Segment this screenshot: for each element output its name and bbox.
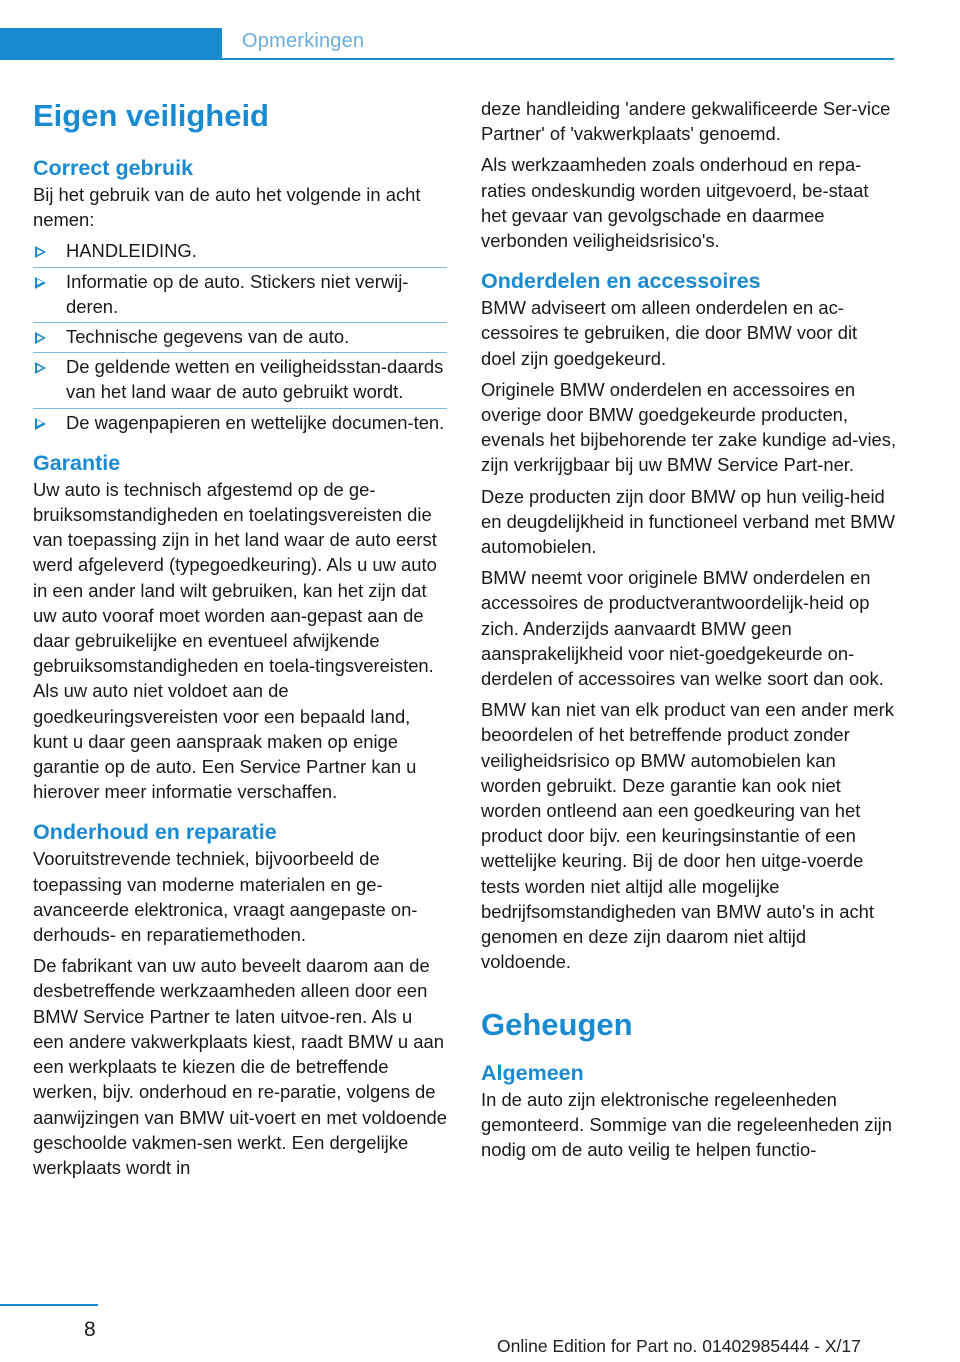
right-column xyxy=(481,96,897,1168)
checklist xyxy=(33,238,447,434)
heading-parts: Onderdelen en accessoires xyxy=(481,269,761,294)
triangle-bullet-icon xyxy=(35,418,46,430)
list-item xyxy=(33,324,447,349)
continued-paragraph-2: Als werkzaamheden zoals onderhoud en repa‐raties ondeskundig worden uitgevoerd, be‐staat het gevaar van gevolgschade en daarmee verbonden veiligheidsrisico's. xyxy=(481,154,869,252)
list-item-text: De geldende wetten en veiligheidsstan‐daards van het land waar de auto gebruikt wordt. xyxy=(66,356,444,403)
heading-correct-use: Correct gebruik xyxy=(33,156,194,180)
memory-title: Geheugen xyxy=(481,1006,633,1042)
continued-paragraph-1: deze handleiding 'andere gekwalificeerde Ser‐vice Partner' of 'vakwerkplaats' genoemd. xyxy=(481,98,891,145)
footer-rule xyxy=(0,1304,98,1306)
list-item-text: Technische gegevens van de auto. xyxy=(66,326,350,348)
list-item xyxy=(33,410,447,435)
section-title: Opmerkingen xyxy=(242,30,365,52)
heading-warranty: Garantie xyxy=(33,450,121,475)
memory-paragraph-1: In de auto zijn elektronische regeleenheden gemonteerd. Sommige van die regeleenheden zijn nodig om de auto veilig te helpen functio‐ xyxy=(481,1088,892,1160)
triangle-bullet-icon xyxy=(35,246,46,258)
list-item xyxy=(33,238,447,263)
list-item xyxy=(33,269,447,319)
page-number: 8 xyxy=(84,1318,96,1341)
maintenance-paragraph-2: De fabrikant van uw auto beveelt daarom aan de desbetreffende werkzaamheden alleen door een BMW Service Partner te laten uitvoe‐ren. Als u een andere vakwerkplaats kiest, raadt BMW u aan een werkplaats te kiezen die de betreffende werken, bijv. onderhoud en re‐paratie, volgens de aanwijzingen van BMW uit‐voert en met voldoende geschoolde vakmen‐sen werkt. Een dergelijke werkplaats wordt in xyxy=(33,955,448,1178)
header-accent-block xyxy=(0,28,222,60)
list-item xyxy=(33,354,447,404)
parts-paragraph-1: BMW adviseert om alleen onderdelen en ac‐cessoires te gebruiken, die door BMW voor dit doel zijn goedgekeurd. xyxy=(481,297,858,369)
heading-maintenance: Onderhoud en reparatie xyxy=(33,820,277,845)
header-rule xyxy=(222,58,894,60)
divider xyxy=(33,322,447,323)
correct-use-intro: Bij het gebruik van de auto het volgende in acht nemen: xyxy=(33,184,421,231)
parts-paragraph-3: Deze producten zijn door BMW op hun veilig‐heid en deugdelijkheid in functioneel verband met BMW automobielen. xyxy=(481,485,896,558)
maintenance-paragraph-1: Vooruitstrevende techniek, bijvoorbeeld de toepassing van moderne materialen en ge‐avanceerde elektronica, vraagt aangepaste on‐derhouds- en reparatiemethoden. xyxy=(33,848,418,946)
heading-general: Algemeen xyxy=(481,1060,584,1085)
parts-paragraph-5: BMW kan niet van elk product van een ander merk beoordelen of het betreffende product zonder veiligheidsrisico op BMW automobielen kan worden gebruikt. Deze garantie kan ook niet worden ontleend aan een goedkeuring van het product door bijv. een keuringsinstantie of een wettelijke keuring. Bij de door hen uitge‐voerde tests worden niet altijd alle mogelijke bedrijfsomstandigheden van BMW auto's in acht genomen en deze zijn daarom niet altijd voldoende. xyxy=(481,699,894,973)
left-column xyxy=(33,96,447,1186)
page-title: Eigen veiligheid xyxy=(33,98,269,133)
triangle-bullet-icon xyxy=(35,332,46,344)
divider xyxy=(33,352,447,353)
list-item-text: Informatie op de auto. Stickers niet verwij‐deren. xyxy=(66,270,409,317)
list-item-text: HANDLEIDING. xyxy=(66,240,197,262)
warranty-text: Uw auto is technisch afgestemd op de ge‐bruiksomstandigheden en toelatingsvereisten die van toepassing zijn in het land waar de auto eerst werd afgeleverd (typegoedkeuring). Als u uw auto in een ander land wilt gebruiken, kan het zijn dat uw auto vooraf moet worden aan‐gepast aan de daar gebruikelijke en eventueel afwijkende gebruiksomstandigheden en toela‐tingsvereisten. Als uw auto niet voldoet aan de goedkeuringsvereisten voor een bepaald land, kunt u daar geen aanspraak maken op enige garantie op de auto. Een Service Partner kan u hierover meer informatie verschaffen. xyxy=(33,478,437,803)
divider xyxy=(33,267,447,268)
parts-paragraph-2: Originele BMW onderdelen en accessoires en overige door BMW goedgekeurde producten, evenals het bijbehorende ter zake kundige ad‐vies, zijn verkrijgbaar bij uw BMW Service Part‐ner. xyxy=(481,378,897,476)
triangle-bullet-icon xyxy=(35,277,46,289)
triangle-bullet-icon xyxy=(35,362,46,374)
parts-paragraph-4: BMW neemt voor originele BMW onderdelen en accessoires de productverantwoordelijk‐heid op zich. Anderzijds aanvaardt BMW geen aansprakelijkheid voor niet-goedgekeurde on‐derdelen of accessoires van welke soort dan ook. xyxy=(481,567,884,690)
edition-note: Online Edition for Part no. 01402985444 - X/17 xyxy=(497,1336,861,1356)
divider xyxy=(33,408,447,409)
list-item-text: De wagenpapieren en wettelijke documen‐ten. xyxy=(66,411,445,433)
